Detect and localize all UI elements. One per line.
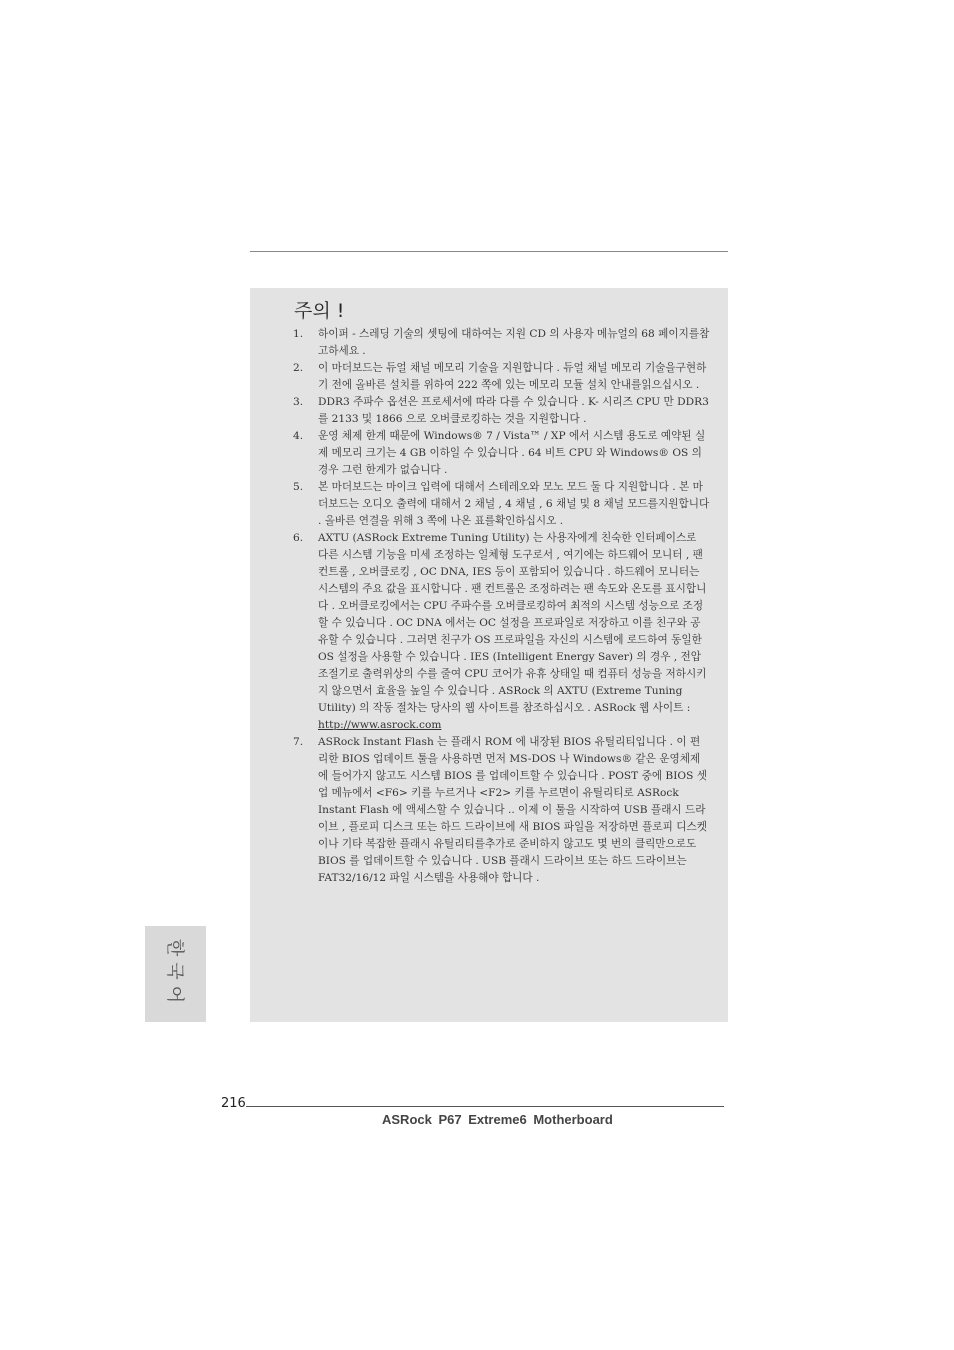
footer-title: ASRock P67 Extreme6 Motherboard xyxy=(382,1112,613,1127)
item-number: 7. xyxy=(293,736,304,748)
list-item xyxy=(250,734,728,887)
top-rule xyxy=(250,251,728,252)
item-text-body: AXTU (ASRock Extreme Tuning Utility) 는 사용자에게 친숙한 인터페이스로 다른 시스템 기능을 미세 조정하는 일체형 도구로서 , 여기에는 하드웨어 모니터 , 팬 컨트롤 , 오버클로킹 , OC DNA, IES 등이 포함되어 있습니다 . 하드웨어 모니터는 시스템의 주요 값을 표시합니다 . 팬 컨트롤은 조정하려는 팬 속도와 온도를 표시합니다 . 오버클로킹에서는 CPU 주파수를 오버클로킹하여 최적의 시스템 성능으로 조정할 수 있습니다 . OC DNA 에서는 OC 설정을 프로파일로 저장하고 이를 친구와 공유할 수 있습니다 . 그러면 친구가 OS 프로파일을 자신의 시스템에 로드하여 동일한 OS 설정을 사용할 수 있습니다 . IES (Intelligent Energy Saver) 의 경우 , 전압 조절기로 출력위상의 수를 줄여 CPU 코어가 유휴 상태일 때 컴퓨터 성능을 저하시키지 않으면서 효율을 높일 수 있습니다 . ASRock 의 AXTU (Extreme Tuning Utility) 의 작동 절차는 당사의 웹 사이트를 참조하십시오 . ASRock 웹 사이트 : xyxy=(318,532,707,714)
item-number: 1. xyxy=(293,328,304,340)
asrock-website-link[interactable]: http://www.asrock.com xyxy=(318,719,442,731)
list-item xyxy=(250,326,728,360)
item-number: 4. xyxy=(293,430,304,442)
item-text xyxy=(318,530,710,734)
notice-list xyxy=(250,326,728,887)
notice-title: 주의 ! xyxy=(294,300,345,322)
item-text: 이 마더보드는 듀얼 채널 메모리 기술을 지원합니다 . 듀얼 채널 메모리 기술을구현하기 전에 올바른 설치를 위하여 222 쪽에 있는 메모리 모듈 설치 안내를읽으십시오 . xyxy=(318,362,707,391)
list-item xyxy=(250,428,728,479)
item-number: 6. xyxy=(293,532,304,544)
item-text: 하이퍼 - 스레딩 기술의 셋팅에 대하여는 지원 CD 의 사용자 메뉴얼의 68 페이지를참고하세요 . xyxy=(318,328,710,357)
language-side-tab xyxy=(145,926,206,1022)
item-text: DDR3 주파수 옵션은 프로세서에 따라 다를 수 있습니다 . K- 시리즈 CPU 만 DDR3 를 2133 및 1866 으로 오버클로킹하는 것을 지원합니다 . xyxy=(318,396,709,425)
list-item xyxy=(250,394,728,428)
list-item xyxy=(250,360,728,394)
list-item xyxy=(250,530,728,734)
footer-rule xyxy=(246,1106,724,1107)
item-text: 본 마더보드는 마이크 입력에 대해서 스테레오와 모노 모드 둘 다 지원합니다 . 본 마더보드는 오디오 출력에 대해서 2 채널 , 4 채널 , 6 채널 및 8 채널 모드를지원합니다 . 올바른 연결을 위해 3 쪽에 나온 표를확인하십시오 . xyxy=(318,481,710,527)
item-text: ASRock Instant Flash 는 플래시 ROM 에 내장된 BIOS 유틸리티입니다 . 이 편리한 BIOS 업데이트 툴을 사용하면 먼저 MS-DOS 나 Windows® 같은 운영체제에 들어가지 않고도 시스템 BIOS 를 업데이트할 수 있습니다 . POST 중에 BIOS 셋업 메뉴에서 <F6> 키를 누르거나 <F2> 키를 누르면이 유틸리티로 ASRock Instant Flash 에 액세스할 수 있습니다 .. 이제 이 툴을 시작하여 USB 플래시 드라이브 , 플로피 디스크 또는 하드 드라이브에 새 BIOS 파일을 저장하면 플로피 디스켓이나 기타 복잡한 플래시 유틸리티를추가로 준비하지 않고도 몇 번의 클릭만으로도 BIOS 를 업데이트할 수 있습니다 . USB 플래시 드라이브 또는 하드 드라이브는 FAT32/16/12 파일 시스템을 사용해야 합니다 . xyxy=(318,736,707,884)
item-number: 5. xyxy=(293,481,304,493)
item-number: 3. xyxy=(293,396,304,408)
list-item xyxy=(250,479,728,530)
item-text: 운영 체제 한계 때문에 Windows® 7 / Vista™ / XP 에서 시스템 용도로 예약된 실제 메모리 크기는 4 GB 이하일 수 있습니다 . 64 비트 CPU 와 Windows® OS 의 경우 그런 한계가 없습니다 . xyxy=(318,430,706,476)
page-number: 216 xyxy=(221,1096,246,1111)
item-number: 2. xyxy=(293,362,304,374)
language-label: 한국어 xyxy=(163,938,185,1010)
notice-box xyxy=(250,288,728,1022)
